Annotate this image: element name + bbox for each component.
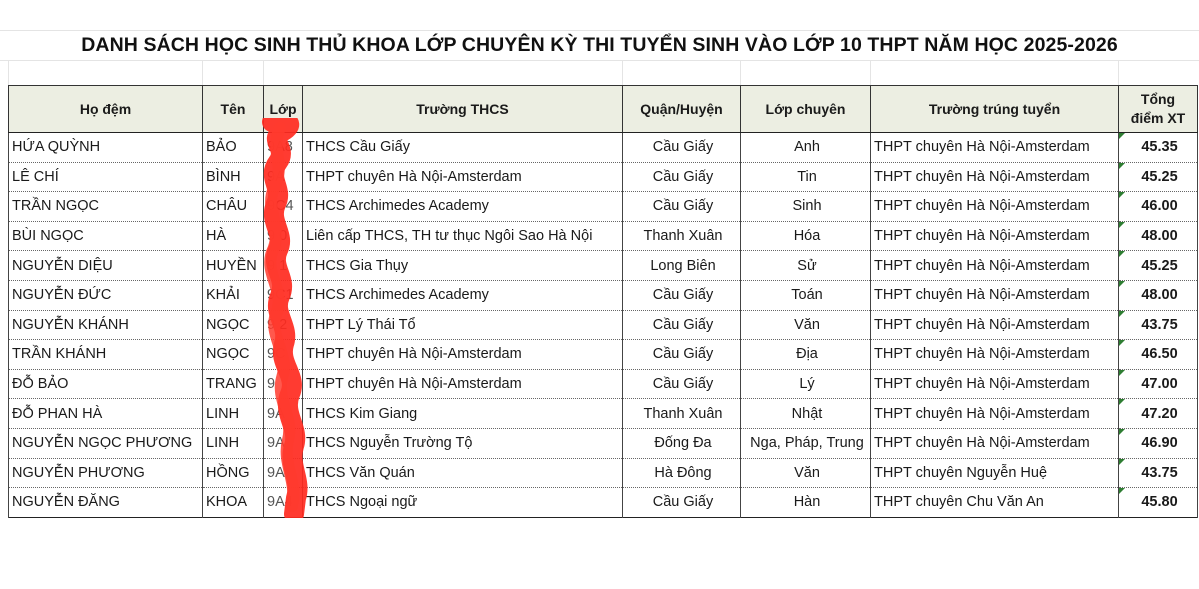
- table-row[interactable]: [9, 192, 1198, 222]
- cell-lop[interactable]: 9C: [264, 340, 303, 370]
- cell-truong-thcs[interactable]: THPT chuyên Hà Nội-Amsterdam: [303, 369, 623, 399]
- table-row[interactable]: [9, 428, 1198, 458]
- table-row[interactable]: [9, 251, 1198, 281]
- cell-tong-diem[interactable]: 46.00: [1119, 192, 1198, 222]
- cell-ho-dem[interactable]: TRẦN NGỌC: [9, 192, 203, 222]
- cell-quan-huyen[interactable]: Cầu Giấy: [623, 340, 741, 370]
- cell-quan-huyen[interactable]: Đống Đa: [623, 428, 741, 458]
- cell-truong-trung-tuyen[interactable]: THPT chuyên Hà Nội-Amsterdam: [871, 251, 1119, 281]
- cell-truong-thcs[interactable]: THPT Lý Thái Tổ: [303, 310, 623, 340]
- cell-lop-chuyen[interactable]: Văn: [741, 310, 871, 340]
- table-row[interactable]: [9, 369, 1198, 399]
- cell-tong-diem[interactable]: 45.80: [1119, 488, 1198, 518]
- cell-tong-diem[interactable]: 46.90: [1119, 428, 1198, 458]
- cell-ten[interactable]: NGỌC: [203, 310, 264, 340]
- cell-lop[interactable]: 9A: [264, 399, 303, 429]
- cell-lop-chuyen[interactable]: Tin: [741, 162, 871, 192]
- cell-lop[interactable]: 9A: [264, 428, 303, 458]
- gridline: [202, 60, 203, 85]
- cell-quan-huyen[interactable]: Thanh Xuân: [623, 221, 741, 251]
- col-header-ho-dem[interactable]: Họ đệm: [9, 86, 203, 133]
- cell-ho-dem[interactable]: NGUYỄN NGỌC PHƯƠNG: [9, 428, 203, 458]
- cell-lop-chuyen[interactable]: Nhật: [741, 399, 871, 429]
- cell-ten[interactable]: LINH: [203, 399, 264, 429]
- cell-lop-chuyen[interactable]: Sử: [741, 251, 871, 281]
- cell-ten[interactable]: BẢO: [203, 133, 264, 163]
- cell-lop[interactable]: 9 0: [264, 221, 303, 251]
- cell-tong-diem[interactable]: 45.25: [1119, 251, 1198, 281]
- cell-tong-diem[interactable]: 47.20: [1119, 399, 1198, 429]
- cell-truong-thcs[interactable]: THPT chuyên Hà Nội-Amsterdam: [303, 162, 623, 192]
- cell-quan-huyen[interactable]: Cầu Giấy: [623, 369, 741, 399]
- col-header-quan-huyen[interactable]: Quận/Huyện: [623, 86, 741, 133]
- cell-lop-chuyen[interactable]: Toán: [741, 280, 871, 310]
- header-row: [9, 86, 1198, 133]
- cell-lop[interactable]: 9 1: [264, 251, 303, 281]
- table-row[interactable]: [9, 458, 1198, 488]
- cell-tong-diem[interactable]: 47.00: [1119, 369, 1198, 399]
- table-row[interactable]: [9, 340, 1198, 370]
- cell-lop[interactable]: 9A: [264, 458, 303, 488]
- table-row[interactable]: [9, 133, 1198, 163]
- cell-truong-thcs[interactable]: THCS Archimedes Academy: [303, 192, 623, 222]
- cell-ho-dem[interactable]: HỨA QUỲNH: [9, 133, 203, 163]
- col-header-tong-diem-line1: Tổng: [1140, 91, 1176, 107]
- cell-ten[interactable]: NGỌC: [203, 340, 264, 370]
- cell-truong-thcs[interactable]: THCS Gia Thụy: [303, 251, 623, 281]
- cell-lop-chuyen[interactable]: Địa: [741, 340, 871, 370]
- cell-quan-huyen[interactable]: Cầu Giấy: [623, 133, 741, 163]
- cell-quan-huyen[interactable]: Cầu Giấy: [623, 280, 741, 310]
- table-row[interactable]: [9, 162, 1198, 192]
- cell-ten[interactable]: TRANG: [203, 369, 264, 399]
- cell-lop[interactable]: 9A8: [264, 133, 303, 163]
- cell-ho-dem[interactable]: NGUYỄN DIỆU: [9, 251, 203, 281]
- cell-lop[interactable]: 9A: [264, 162, 303, 192]
- cell-truong-trung-tuyen[interactable]: THPT chuyên Hà Nội-Amsterdam: [871, 369, 1119, 399]
- table-row[interactable]: [9, 488, 1198, 518]
- cell-truong-trung-tuyen[interactable]: THPT chuyên Hà Nội-Amsterdam: [871, 280, 1119, 310]
- table-row[interactable]: [9, 399, 1198, 429]
- col-header-ten[interactable]: Tên: [203, 86, 264, 133]
- cell-ten[interactable]: HUYỀN: [203, 251, 264, 281]
- col-header-truong-thcs[interactable]: Trường THCS: [303, 86, 623, 133]
- cell-lop[interactable]: 9A4: [264, 488, 303, 518]
- cell-ten[interactable]: BÌNH: [203, 162, 264, 192]
- cell-ho-dem[interactable]: NGUYỄN KHÁNH: [9, 310, 203, 340]
- col-header-truong-trung-tuyen[interactable]: Trường trúng tuyển: [871, 86, 1119, 133]
- cell-quan-huyen[interactable]: Cầu Giấy: [623, 310, 741, 340]
- cell-truong-trung-tuyen[interactable]: THPT chuyên Hà Nội-Amsterdam: [871, 162, 1119, 192]
- col-header-lop-chuyen[interactable]: Lớp chuyên: [741, 86, 871, 133]
- cell-tong-diem[interactable]: 43.75: [1119, 310, 1198, 340]
- cell-lop[interactable]: 9 2: [264, 310, 303, 340]
- cell-lop-chuyen[interactable]: Hàn: [741, 488, 871, 518]
- cell-ten[interactable]: HỒNG: [203, 458, 264, 488]
- col-header-lop[interactable]: Lớp: [264, 86, 303, 133]
- student-table: [8, 85, 1198, 518]
- cell-ho-dem[interactable]: NGUYỄN ĐỨC: [9, 280, 203, 310]
- cell-truong-trung-tuyen[interactable]: THPT chuyên Hà Nội-Amsterdam: [871, 221, 1119, 251]
- cell-lop-chuyen[interactable]: Nga, Pháp, Trung: [741, 428, 871, 458]
- cell-truong-thcs[interactable]: THCS Văn Quán: [303, 458, 623, 488]
- cell-quan-huyen[interactable]: Hà Đông: [623, 458, 741, 488]
- table-row[interactable]: [9, 280, 1198, 310]
- cell-lop-chuyen[interactable]: Lý: [741, 369, 871, 399]
- cell-lop-chuyen[interactable]: Sinh: [741, 192, 871, 222]
- cell-truong-trung-tuyen[interactable]: THPT chuyên Hà Nội-Amsterdam: [871, 428, 1119, 458]
- table-row[interactable]: [9, 221, 1198, 251]
- gridline: [8, 60, 9, 85]
- cell-tong-diem[interactable]: 45.35: [1119, 133, 1198, 163]
- cell-truong-thcs[interactable]: THPT chuyên Hà Nội-Amsterdam: [303, 340, 623, 370]
- cell-tong-diem[interactable]: 43.75: [1119, 458, 1198, 488]
- cell-ho-dem[interactable]: NGUYỄN PHƯƠNG: [9, 458, 203, 488]
- cell-lop[interactable]: 9C1: [264, 280, 303, 310]
- cell-truong-trung-tuyen[interactable]: THPT chuyên Nguyễn Huệ: [871, 458, 1119, 488]
- cell-quan-huyen[interactable]: Cầu Giấy: [623, 162, 741, 192]
- cell-quan-huyen[interactable]: Long Biên: [623, 251, 741, 281]
- cell-quan-huyen[interactable]: Cầu Giấy: [623, 192, 741, 222]
- col-header-tong-diem-line2: điểm XT: [1130, 110, 1186, 126]
- cell-truong-trung-tuyen[interactable]: THPT chuyên Chu Văn An: [871, 488, 1119, 518]
- cell-truong-trung-tuyen[interactable]: THPT chuyên Hà Nội-Amsterdam: [871, 133, 1119, 163]
- cell-truong-thcs[interactable]: THCS Archimedes Academy: [303, 280, 623, 310]
- cell-ten[interactable]: KHẢI: [203, 280, 264, 310]
- cell-ho-dem[interactable]: ĐỖ BẢO: [9, 369, 203, 399]
- gridline: [1118, 60, 1119, 85]
- cell-ten[interactable]: LINH: [203, 428, 264, 458]
- cell-ho-dem[interactable]: NGUYỄN ĐĂNG: [9, 488, 203, 518]
- cell-truong-thcs[interactable]: THCS Cầu Giấy: [303, 133, 623, 163]
- cell-ho-dem[interactable]: BÙI NGỌC: [9, 221, 203, 251]
- col-header-tong-diem[interactable]: [1119, 86, 1198, 133]
- cell-lop[interactable]: 9C4: [264, 192, 303, 222]
- table-row[interactable]: [9, 310, 1198, 340]
- cell-lop-chuyen[interactable]: Hóa: [741, 221, 871, 251]
- cell-lop-chuyen[interactable]: Văn: [741, 458, 871, 488]
- cell-ho-dem[interactable]: LÊ CHÍ: [9, 162, 203, 192]
- cell-truong-trung-tuyen[interactable]: THPT chuyên Hà Nội-Amsterdam: [871, 192, 1119, 222]
- cell-ten[interactable]: CHÂU: [203, 192, 264, 222]
- cell-ho-dem[interactable]: ĐỖ PHAN HÀ: [9, 399, 203, 429]
- gridline: [263, 60, 264, 85]
- cell-ten[interactable]: KHOA: [203, 488, 264, 518]
- cell-ten[interactable]: HÀ: [203, 221, 264, 251]
- cell-truong-thcs[interactable]: THCS Kim Giang: [303, 399, 623, 429]
- gridline: [870, 60, 871, 85]
- cell-lop-chuyen[interactable]: Anh: [741, 133, 871, 163]
- table-body: [9, 133, 1198, 518]
- cell-truong-trung-tuyen[interactable]: THPT chuyên Hà Nội-Amsterdam: [871, 310, 1119, 340]
- gridline: [622, 60, 623, 85]
- cell-truong-thcs[interactable]: THCS Ngoại ngữ: [303, 488, 623, 518]
- cell-tong-diem[interactable]: 48.00: [1119, 221, 1198, 251]
- cell-lop[interactable]: 9: [264, 369, 303, 399]
- page-title: DANH SÁCH HỌC SINH THỦ KHOA LỚP CHUYÊN KỲ THI TUYỂN SINH VÀO LỚP 10 THPT NĂM HỌC 2025-2026: [81, 34, 1118, 56]
- cell-truong-thcs[interactable]: Liên cấp THCS, TH tư thục Ngôi Sao Hà Nội: [303, 221, 623, 251]
- cell-truong-trung-tuyen[interactable]: THPT chuyên Hà Nội-Amsterdam: [871, 399, 1119, 429]
- cell-tong-diem[interactable]: 48.00: [1119, 280, 1198, 310]
- cell-ho-dem[interactable]: TRẦN KHÁNH: [9, 340, 203, 370]
- cell-truong-trung-tuyen[interactable]: THPT chuyên Hà Nội-Amsterdam: [871, 340, 1119, 370]
- cell-truong-thcs[interactable]: THCS Nguyễn Trường Tộ: [303, 428, 623, 458]
- cell-quan-huyen[interactable]: Cầu Giấy: [623, 488, 741, 518]
- cell-quan-huyen[interactable]: Thanh Xuân: [623, 399, 741, 429]
- gridline: [740, 60, 741, 85]
- cell-tong-diem[interactable]: 46.50: [1119, 340, 1198, 370]
- cell-tong-diem[interactable]: 45.25: [1119, 162, 1198, 192]
